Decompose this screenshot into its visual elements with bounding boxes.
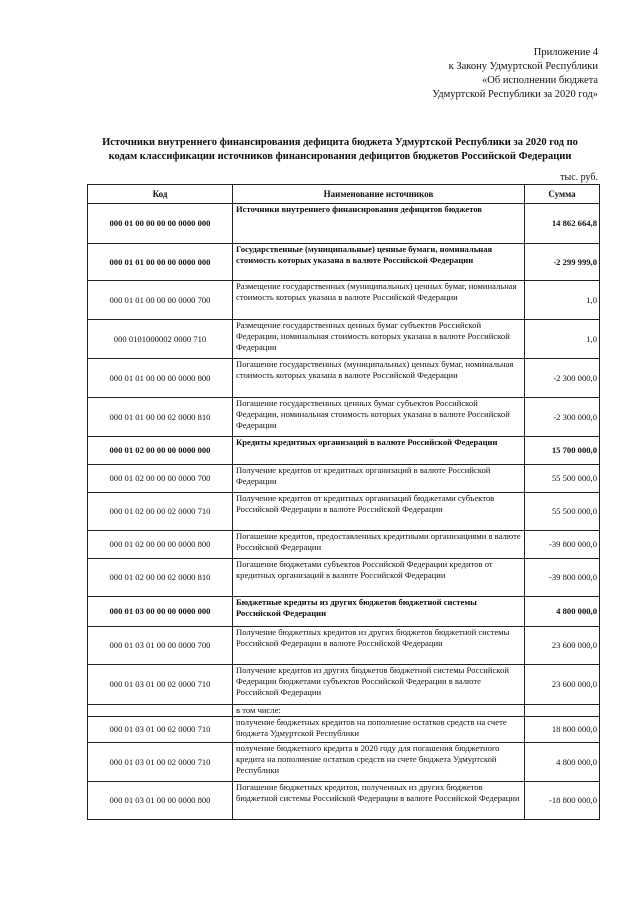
table-row bbox=[88, 359, 600, 398]
sources-table bbox=[87, 184, 600, 820]
row-name: получение бюджетного кредита в 2020 году для погашения бюджетного кредита на пополнение остатков средств на счете бюджета Удмуртской Республики bbox=[233, 743, 525, 782]
row-sum: 23 600 000,0 bbox=[525, 627, 600, 665]
row-code: 000 01 02 00 00 02 0000 710 bbox=[88, 493, 233, 531]
appendix-law-title-cont: Удмуртской Республики за 2020 год» bbox=[432, 89, 598, 100]
row-sum: 1,0 bbox=[525, 281, 600, 320]
column-header-code: Код bbox=[88, 185, 233, 204]
row-sum: -39 800 000,0 bbox=[525, 559, 600, 597]
row-code: 000 01 03 01 00 02 0000 710 bbox=[88, 717, 233, 743]
table-row bbox=[88, 531, 600, 559]
row-name: Получение кредитов от кредитных организаций бюджетами субъектов Российской Федерации в валюте Российской Федерации bbox=[233, 493, 525, 531]
row-sum: 14 862 664,8 bbox=[525, 204, 600, 244]
row-name: Источники внутреннего финансирования дефицитов бюджетов bbox=[233, 204, 525, 244]
document-title-line-1: Источники внутреннего финансирования дефицита бюджета Удмуртской Республики за 2020 год по bbox=[102, 137, 578, 148]
document-title bbox=[80, 136, 600, 164]
table-row bbox=[88, 493, 600, 531]
appendix-header bbox=[432, 46, 598, 102]
table-row bbox=[88, 320, 600, 359]
row-code: 000 01 03 00 00 00 0000 000 bbox=[88, 597, 233, 627]
row-sum: 23 600 000,0 bbox=[525, 665, 600, 705]
row-code: 000 01 01 00 00 00 0000 800 bbox=[88, 359, 233, 398]
row-code: 000 01 03 01 00 00 0000 700 bbox=[88, 627, 233, 665]
table-row bbox=[88, 743, 600, 782]
table-row bbox=[88, 244, 600, 281]
row-code: 000 01 00 00 00 00 0000 000 bbox=[88, 204, 233, 244]
row-code: 000 01 03 01 00 00 0000 800 bbox=[88, 782, 233, 820]
row-code: 000 01 02 00 00 02 0000 810 bbox=[88, 559, 233, 597]
appendix-law-ref: к Закону Удмуртской Республики bbox=[448, 61, 598, 72]
row-name: Государственные (муниципальные) ценные бумаги, номинальная стоимость которых указана в валюте Российской Федерации bbox=[233, 244, 525, 281]
row-code: 000 01 02 00 00 00 0000 800 bbox=[88, 531, 233, 559]
row-code: 000 01 01 00 00 02 0000 810 bbox=[88, 398, 233, 437]
table-row bbox=[88, 627, 600, 665]
row-name: Погашение государственных ценных бумаг субъектов Российской Федерации, номинальная стоимость которых указана в валюте Российской Федерации bbox=[233, 398, 525, 437]
row-name: Погашение бюджетных кредитов, полученных из других бюджетов бюджетной системы Российской Федерации в валюте Российской Федерации bbox=[233, 782, 525, 820]
table-row bbox=[88, 559, 600, 597]
row-sum: 4 800 000,0 bbox=[525, 597, 600, 627]
row-sum: -39 800 000,0 bbox=[525, 531, 600, 559]
unit-label: тыс. руб. bbox=[560, 172, 598, 183]
row-name: в том числе: bbox=[233, 705, 525, 717]
row-code bbox=[88, 705, 233, 717]
row-code: 000 01 01 00 00 00 0000 700 bbox=[88, 281, 233, 320]
row-sum: 15 700 000,0 bbox=[525, 437, 600, 465]
row-sum: -2 299 999,0 bbox=[525, 244, 600, 281]
row-code: 000 01 02 00 00 00 0000 700 bbox=[88, 465, 233, 493]
row-sum: 55 500 000,0 bbox=[525, 493, 600, 531]
row-sum: 4 800 000,0 bbox=[525, 743, 600, 782]
row-sum: 18 800 000,0 bbox=[525, 717, 600, 743]
row-name: Получение бюджетных кредитов из других бюджетов бюджетной системы Российской Федерации в валюте Российской Федерации bbox=[233, 627, 525, 665]
row-code: 000 01 01 00 00 00 0000 000 bbox=[88, 244, 233, 281]
appendix-number: Приложение 4 bbox=[533, 47, 598, 58]
table-header-row bbox=[88, 185, 600, 204]
row-sum: 1,0 bbox=[525, 320, 600, 359]
row-name: получение бюджетных кредитов на пополнение остатков средств на счете бюджета Удмуртской Республики bbox=[233, 717, 525, 743]
table-row bbox=[88, 398, 600, 437]
row-name: Погашение государственных (муниципальных) ценных бумаг, номинальная стоимость которых указана в валюте Российской Федерации bbox=[233, 359, 525, 398]
row-code: 000 01 02 00 00 00 0000 000 bbox=[88, 437, 233, 465]
row-name: Кредиты кредитных организаций в валюте Российской Федерации bbox=[233, 437, 525, 465]
table-row bbox=[88, 204, 600, 244]
row-name: Получение кредитов от кредитных организаций в валюте Российской Федерации bbox=[233, 465, 525, 493]
document-title-line-2: кодам классификации источников финансирования дефицитов бюджетов Российской Федерации bbox=[108, 151, 572, 162]
table-row bbox=[88, 705, 600, 717]
column-header-name: Наименование источников bbox=[233, 185, 525, 204]
row-code: 000 0101000002 0000 710 bbox=[88, 320, 233, 359]
column-header-sum: Сумма bbox=[525, 185, 600, 204]
table-row bbox=[88, 437, 600, 465]
row-name: Бюджетные кредиты из других бюджетов бюджетной системы Российской Федерации bbox=[233, 597, 525, 627]
row-name: Погашение бюджетами субъектов Российской Федерации кредитов от кредитных организаций в валюте Российской Федерации bbox=[233, 559, 525, 597]
row-sum: -18 800 000,0 bbox=[525, 782, 600, 820]
row-sum: -2 300 000,0 bbox=[525, 398, 600, 437]
row-code: 000 01 03 01 00 02 0000 710 bbox=[88, 665, 233, 705]
row-code: 000 01 03 01 00 02 0000 710 bbox=[88, 743, 233, 782]
table-row bbox=[88, 465, 600, 493]
table-row bbox=[88, 597, 600, 627]
row-name: Получение кредитов из других бюджетов бюджетной системы Российской Федерации бюджетами субъектов Российской Федерации в валюте Российской Федерации bbox=[233, 665, 525, 705]
appendix-law-title: «Об исполнении бюджета bbox=[482, 75, 598, 86]
row-sum: -2 300 000,0 bbox=[525, 359, 600, 398]
row-name: Размещение государственных (муниципальных) ценных бумаг, номинальная стоимость которых указана в валюте Российской Федерации bbox=[233, 281, 525, 320]
row-name: Размещение государственных ценных бумаг субъектов Российской Федерации, номинальная стоимость которых указана в валюте Российской Федерации bbox=[233, 320, 525, 359]
row-sum bbox=[525, 705, 600, 717]
table-row bbox=[88, 281, 600, 320]
row-sum: 55 500 000,0 bbox=[525, 465, 600, 493]
row-name: Погашение кредитов, предоставленных кредитными организациями в валюте Российской Федерации bbox=[233, 531, 525, 559]
table-row bbox=[88, 782, 600, 820]
table-row bbox=[88, 717, 600, 743]
table-row bbox=[88, 665, 600, 705]
